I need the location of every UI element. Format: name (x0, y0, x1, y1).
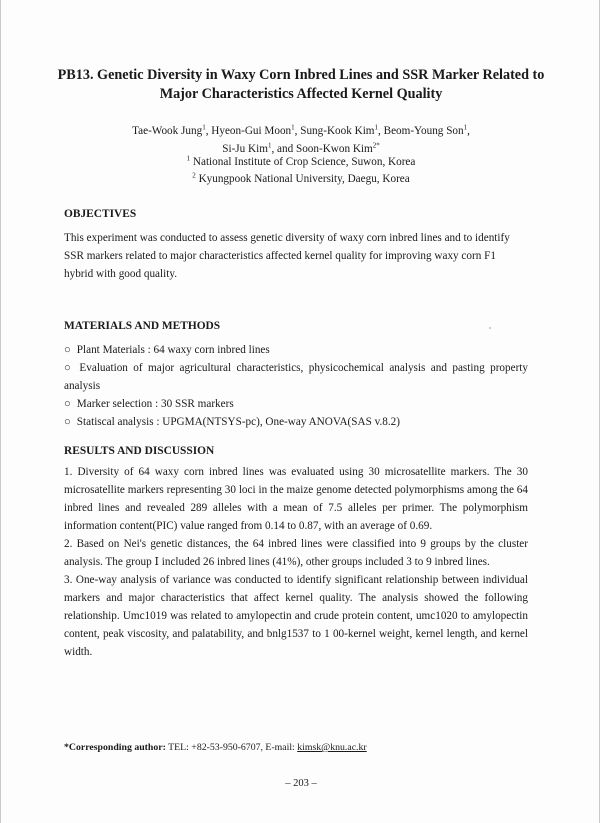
email-link[interactable]: kimsk@knu.ac.kr (297, 742, 367, 753)
materials-heading: MATERIALS AND METHODS (64, 320, 221, 332)
results-paragraph-3: 3. One-way analysis of variance was conducted to identify significant relationship between individual markers and major characteristics that affect kernel quality. The analysis showed the following relationship. Umc1019 was related to amylopectin and crude protein content, umc1020 to amylopectin content, peak viscosity, and palatability, and bnlg1537 to 1 00-kernel weight, kernel length, and kernel width. (64, 574, 528, 658)
list-item: ○ Plant Materials : 64 waxy corn inbred lines (64, 344, 270, 356)
results-heading: RESULTS AND DISCUSSION (64, 445, 215, 457)
materials-list (64, 341, 528, 431)
author-affil-sup: 1 (202, 123, 206, 132)
affiliation: $^2$ Kyungpook National University, Daegu, Korea (192, 171, 410, 185)
title-line-2: Major Characteristics Affected Kernel Quality (159, 86, 443, 102)
page-number: – 203 – (285, 778, 317, 789)
author-affil-sup: 2* (372, 141, 380, 150)
affiliation-list (41, 154, 561, 188)
author-name: Soon-Kwon Kim (295, 143, 373, 155)
list-item: ○ Marker selection : 30 SSR markers (64, 398, 234, 410)
results-text (64, 463, 528, 661)
author-name: Sung-Kook Kim (300, 125, 375, 137)
author-affil-sup: 1 (267, 141, 272, 150)
author-affil-sup: 1 (463, 123, 468, 132)
author-name: Tae-Wook Jung (132, 125, 203, 137)
objectives-text: This experiment was conducted to assess genetic diversity of waxy corn inbred lines and to identify SSR markers related to major characteristics affected kernel quality for improving waxy corn F1 hybrid with good quality. (64, 232, 510, 280)
scan-speck (489, 327, 491, 329)
author-name: Beom-Young Son (383, 125, 464, 137)
results-paragraph-1: 1. Diversity of 64 waxy corn inbred lines was evaluated using 30 microsatellite markers. The 30 microsatellite markers representing 30 loci in the maize genome detected polymorphisms among the 64 inbred lines and revealed 289 alleles with a mean of 7.5 alleles per primer. The polymorphism information content(PIC) value ranged from 0.14 to 0.87, with an average of 0.69. (64, 466, 528, 532)
list-item: ○ Statiscal analysis : UPGMA(NTSYS-pc), One-way ANOVA(SAS v.8.2) (64, 416, 400, 428)
author-list: Tae-Wook Jung$^1$, Hyeon-Gui Moon$^1$, Sung-Kook Kim$^1$, Beom-Young Son$^1$, Si-Ju Kim$^1$, and Soon-Kwon Kim$^{2*}$ (132, 123, 470, 155)
title-line-1: PB13. Genetic Diversity in Waxy Corn Inbred Lines and SSR Marker Related to (57, 67, 545, 83)
author-affil-sup: 1 (374, 123, 379, 132)
corresponding-author-note: *Corresponding author: TEL: +82-53-950-6707, E-mail: kimsk@knu.ac.kr (64, 742, 367, 753)
author-name: Si-Ju Kim (222, 143, 268, 155)
affiliation: $^1$ National Institute of Crop Science, Suwon, Korea (186, 154, 416, 168)
author-name: Hyeon-Gui Moon (211, 125, 292, 137)
author-affil-sup: 1 (291, 123, 295, 132)
list-item: ○ Evaluation of major agricultural characteristics, physicochemical analysis and pasting property analysis (64, 362, 528, 392)
results-paragraph-2: 2. Based on Nei's genetic distances, the 64 inbred lines were classified into 9 groups by the cluster analysis. The group Ⅰ included 26 inbred lines (41%), other groups included 3 to 9 inbred lines. (64, 538, 528, 568)
objectives-heading: OBJECTIVES (64, 208, 137, 220)
paper-title (41, 66, 561, 104)
